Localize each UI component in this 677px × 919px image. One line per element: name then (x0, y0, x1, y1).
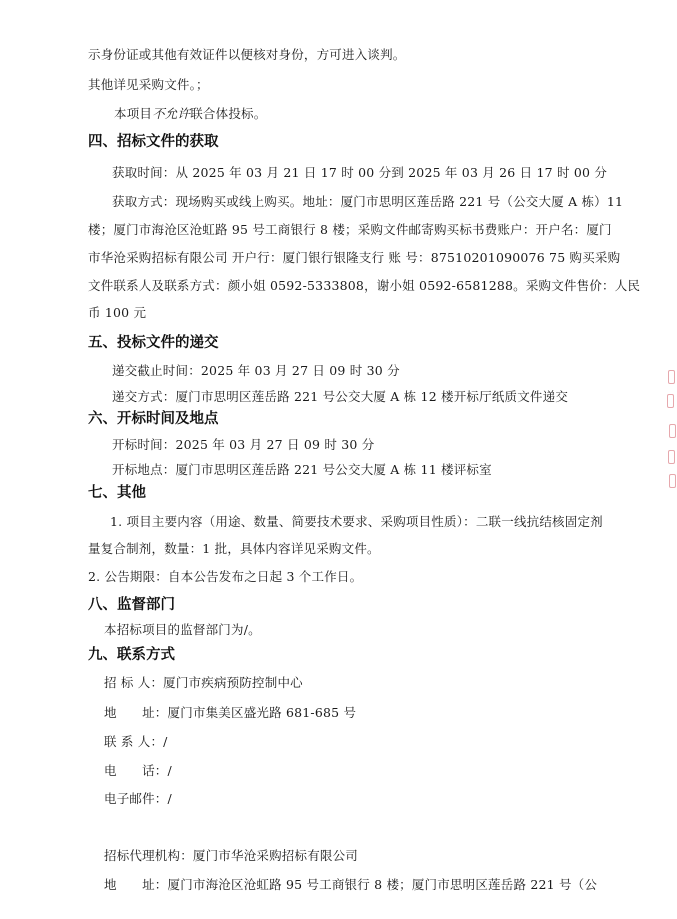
paragraph-line: 量复合制剂，数量：1 批，具体内容详见采购文件。 (88, 541, 380, 556)
seal-mark (668, 450, 675, 464)
contact-email: 电子邮件：/ (104, 791, 172, 806)
agency-name: 招标代理机构：厦门市华沧采购招标有限公司 (104, 848, 359, 863)
consortium-note (114, 106, 266, 122)
contact-address: 地 址：厦门市集美区盛光路 681-685 号 (104, 705, 357, 720)
section-heading-9: 九、联系方式 (88, 647, 175, 663)
paragraph-line: 楼；厦门市海沧区沧虹路 95 号工商银行 8 楼；采购文件邮寄购买标书费账户：开户名：厦门 (88, 222, 612, 237)
section-heading-6: 六、开标时间及地点 (88, 411, 219, 427)
paragraph-line: 币 100 元 (88, 305, 147, 320)
section-heading-5: 五、投标文件的递交 (88, 335, 219, 351)
paragraph-line: 获取时间：从 2025 年 03 月 21 日 17 时 00 分到 2025 年 03 月 26 日 17 时 00 分 (112, 165, 608, 180)
paragraph-line: 开标地点：厦门市思明区莲岳路 221 号公交大厦 A 栋 11 楼评标室 (112, 462, 492, 477)
section-heading-8: 八、监督部门 (88, 597, 175, 613)
paragraph-line: 示身份证或其他有效证件以便核对身份，方可进入谈判。 (88, 47, 406, 62)
contact-person: 联 系 人：/ (104, 734, 168, 749)
paragraph-line: 获取方式：现场购买或线上购买。地址：厦门市思明区莲岳路 221 号（公交大厦 A 栋）11 (112, 194, 624, 209)
paragraph-line: 1. 项目主要内容（用途、数量、简要技术要求、采购项目性质）：二联一线抗结核固定剂 (110, 514, 603, 529)
contact-tenderer: 招 标 人：厦门市疾病预防控制中心 (104, 675, 303, 690)
paragraph-line: 其他详见采购文件。； (88, 77, 209, 92)
seal-mark (667, 394, 674, 408)
agency-address: 地 址：厦门市海沧区沧虹路 95 号工商银行 8 楼；厦门市思明区莲岳路 221 号（公 (104, 877, 598, 892)
seal-mark (669, 424, 676, 438)
seal-mark (669, 474, 676, 488)
consortium-note-prefix: 本项目 (114, 106, 153, 121)
paragraph-line: 递交方式：厦门市思明区莲岳路 221 号公交大厦 A 栋 12 楼开标厅纸质文件递交 (112, 389, 569, 404)
paragraph-line: 市华沧采购招标有限公司 开户行：厦门银行银隆支行 账 号：87510201090076 75 购买采购 (88, 250, 621, 265)
consortium-note-suffix: 联合体投标。 (190, 106, 267, 121)
paragraph-line: 文件联系人及联系方式：颜小姐 0592-5333808，谢小姐 0592-6581288。采购文件售价：人民 (88, 278, 641, 293)
seal-stamp-fragment (664, 352, 677, 512)
section-heading-4: 四、招标文件的获取 (88, 134, 219, 150)
paragraph-line: 本招标项目的监督部门为/。 (104, 622, 261, 637)
section-heading-7: 七、其他 (88, 485, 146, 501)
consortium-note-emphasis: 不允许 (152, 106, 191, 121)
contact-phone: 电 话：/ (104, 763, 172, 778)
seal-mark (668, 370, 675, 384)
paragraph-line: 2. 公告期限：自本公告发布之日起 3 个工作日。 (88, 569, 363, 584)
paragraph-line: 开标时间：2025 年 03 月 27 日 09 时 30 分 (112, 437, 375, 452)
paragraph-line: 递交截止时间：2025 年 03 月 27 日 09 时 30 分 (112, 363, 400, 378)
